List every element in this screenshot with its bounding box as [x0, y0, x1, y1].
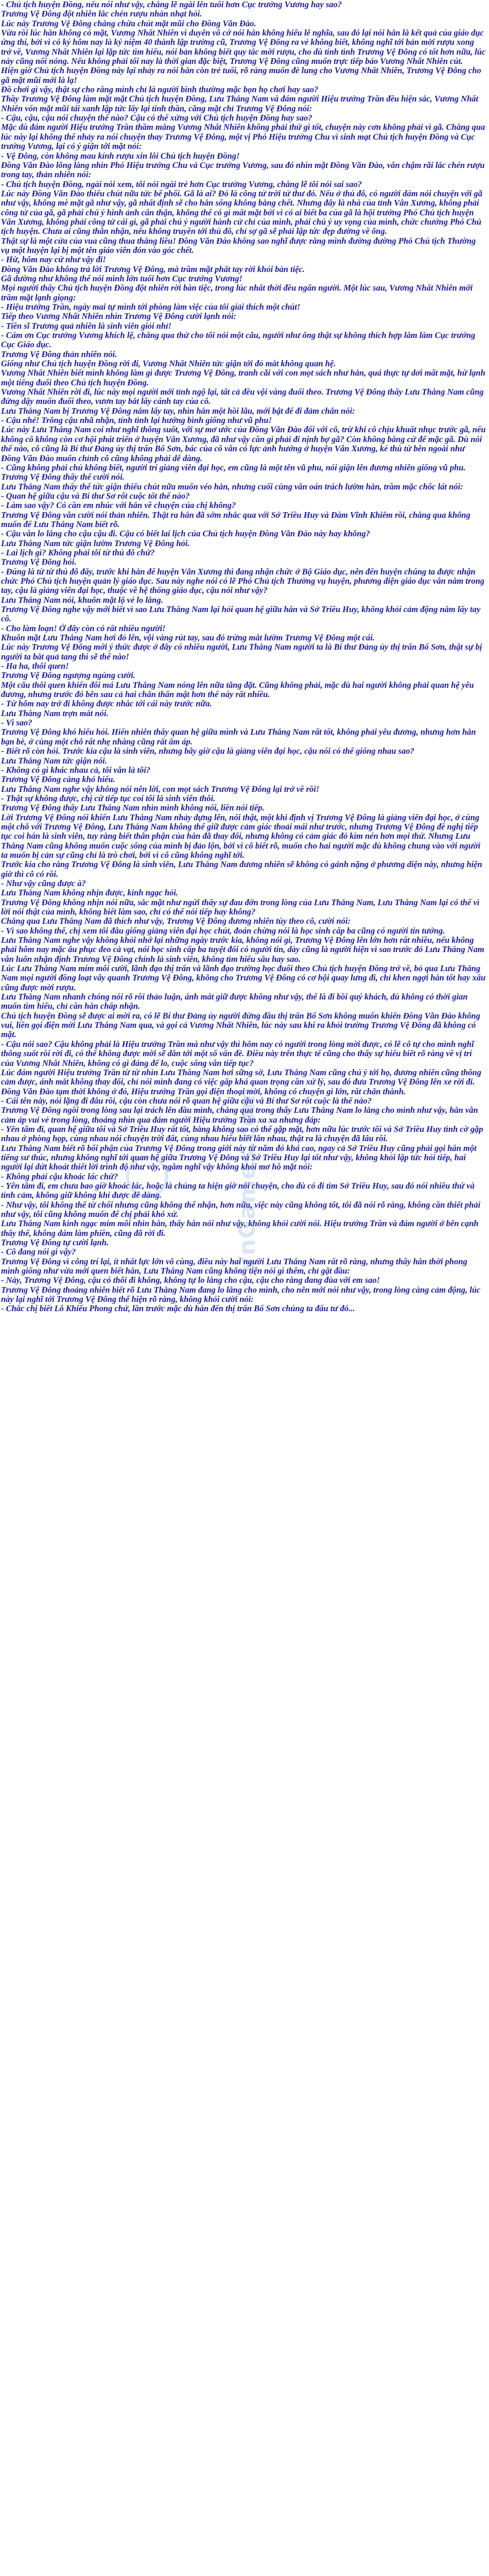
paragraph: - Chủ tịch huyện Đồng, ngài nói xem, tôi nói ngài trẻ hơn Cục trưởng Vương, chẳng lẽ tôi nói sai sao? [1, 179, 362, 189]
paragraph: Vương Nhất Nhiên biết mình không làm gì được Trương Vệ Đông, tranh cãi với con mọt sách như hắn, quá thực tự dơi mất mặt, hừ lạnh một tiếng đuổi theo Chủ tịch huyện Đồng. [1, 368, 485, 387]
paragraph: Lời Trương Vệ Đông nói khiến Lưu Thắng Nam nhảy dựng lên, nói thật, một khi định vị Trương Vệ Đông là giảng viên đại học, ở cùng một chỗ với Trương Vệ Đông, Lưu Thắng Nam không thể giữ được cảm giác thoải mái như trước, nhưng Trương Vệ Đông đề nghị tiếp tục coi hắn là sinh viên, tuy rằng biết thân phận của hắn đã thay đổi, nhưng không có cảm giác đó kìm nén hơn mọi thứ. Nhưng Lưu Thắng Nam cũng không muốn cuộc sống của mình bị đảo lộn, bởi vì cô biết rõ, muốn cho hai người mặc dù không chung vào với người ta muốn bị cản sự cũng chỉ là trò chơi, bởi vì cô cũng không nghĩ tới. [1, 812, 481, 860]
paragraph: Lưu Thắng Nam nhanh chóng nói rõ rồi thảo luận, ánh mắt giữ được không như vậy, thế là đi bồi quý khách, dù không có thời gian muốn tìm hiểu, chỉ cần hắn chấp nhận. [1, 992, 468, 1011]
document-body [1, 0, 486, 2576]
paragraph: Lưu Thắng Nam biết rõ bối phận của Trương Vệ Đông trong giới này từ năm đó khá cao, ngay cả Sở Triều Huy cũng phải gọi hắn một tiếng sư thúc, nhưng không nghĩ tới quan hệ giữa Trương Vệ Đông và Sở Triều Huy lại tốt như vậy, không khỏi lập tức hỏi tiếp, hai người lại dứt khoát thiết lời trình độ như vậy, ngẫm nghĩ vậy không khỏi mơ hồ mặt nói: [1, 1143, 477, 1172]
paragraph: Khuôn mặt Lưu Thắng Nam hơi đỏ lên, vội vàng rút tay, sau đó trừng mắt lườm Trương Vệ Đông một cái. [1, 633, 375, 643]
paragraph: - Lai lịch gì? Không phải tôi từ thủ đô chứ? [1, 547, 155, 557]
paragraph: Trương Vệ Đông khó hiểu hỏi. Hiển nhiên thấy quan hệ giữa mình và Lưu Thắng Nam rất tốt, không phải yêu đương, nhưng hơn hẳn bạn bè, ở cùng một chỗ rất nhẹ nhàng cũng rất ấm áp. [1, 727, 476, 747]
paragraph: - Không có gì khác nhau cả, tôi vẫn là tôi? [1, 765, 151, 775]
paragraph: - Quan hệ giữa cậu và Bí thư Sơ rốt cuộc tốt thế nào? [1, 490, 190, 501]
paragraph: - Vệ Đông, còn không mau kính rượu xin lỗi Chủ tịch huyện Đồng! [1, 150, 240, 161]
paragraph: - Cái tên này, nói lặng đi đâu rồi, cậu còn chưa nói rõ quan hệ giữa cậu và Bí thư Sơ rốt cuộc là thế nào? [1, 1095, 372, 1106]
paragraph: Mặc dù đám người Hiệu trưởng Trần thầm mắng Vương Nhất Nhiên không phải thứ gì tốt, chuyện này cơn không phải vì gã. Chẳng qua lúc này lại không thể nhảy ra nói chuyện thay Trương Vệ Đông, một vị Phó Hiệu trưởng Chu vì sinh mạt Chủ tịch huyện Đồng và Cục trưởng Vương, lại có ý giận tới mặt nói: [1, 122, 485, 151]
paragraph: Lúc này Trương Vệ Đông chẳng chừa chút mặt mũi cho Đồng Văn Đào. [1, 18, 256, 28]
paragraph: Lưu Thắng Nam tức giận nói. [1, 755, 107, 766]
paragraph: Đồng Văn Đào lông làng nhìn Phó Hiệu trưởng Chu và Cục trưởng Vương, sau đó nhìn mặt Đồng Văn Đào, vẫn chậm rãi lắc chén rượu trong tay, thản nhiên nói: [1, 160, 485, 180]
paragraph: Lưu Thắng Nam nghe vậy không nói nên lời, con mọt sách Trương Vệ Đông lại trở về rồi! [1, 784, 320, 794]
paragraph: Đồng Văn Đào không trả lời Trương Vệ Đông, mà trầm mặt phất tay rời khỏi bàn tiệc. [1, 264, 305, 274]
paragraph: Lưu Thắng Nam không nhịn được, kinh ngạc hỏi. [1, 888, 179, 898]
paragraph: - Cám ơn Cục trưởng Vương khích lệ, chẳng qua thứ cho tôi nói một câu, người như ông thật sự không thích hợp lắm làm Cục trưởng Cục Giáo dục. [1, 330, 476, 350]
paragraph: Trước kia cho rằng Trương Vệ Đông là sinh viên, Lưu Thắng Nam đương nhiên sẽ không có gánh nặng ở phương diện này, nhưng hiện giờ thì cô có rồi. [1, 859, 482, 879]
paragraph: - Biết rõ còn hỏi. Trước kia cậu là sinh viên, nhưng bây giờ cậu là giảng viên đại học, cậu nói có thể giống nhau sao? [1, 746, 414, 756]
paragraph: - Cho làm loạn! Ở đây còn có rất nhiều người! [1, 623, 166, 633]
paragraph: - Hừ, hôm nay cứ như vậy đi! [1, 255, 106, 265]
paragraph: Lưu Thắng Nam nói, khuôn mặt lộ vẻ lo lắng. [1, 595, 163, 605]
paragraph: Vừa rồi lúc hắn không có mặt, Vương Nhất Nhiên vì duyên vô cớ nói hắn không hiểu lễ nghĩa, sau đó lại nói hắn là kết quả của giáo dục ứng thí, bởi vì có ký hôm nay là ký niệm 40 thành lập trường cũ, Trương Vệ Đông ra vẻ không biết, không nghĩ tới bản mời rượu xong trở về, Vương Nhất Nhiên lại lặp tức tìm hiểu, nói bản không biết quy tắc mời rượu, cho dù tính tình Trương Vệ Đông có tốt hơn nữa, lúc này cũng nổi nóng. Nếu không phải tối nay là thời gian đặc biệt, Trương Vệ Đông cũng muốn trực tiếp báo Vương Nhất Nhiên cút. [1, 28, 486, 66]
paragraph: - Chủ tịch huyện Đồng, nếu nói như vậy, chẳng lẽ ngài lên tuổi hơn Cục trưởng Vương hay sao? [1, 0, 342, 9]
paragraph: Lúc này Trương Vệ Đông mới ý thức được ở đây có nhiều người, Lưu Thắng Nam người ta là Bí thư Đảng ủy thị trấn Bố Sơn, thật sự bị người ta bắt quả tang thì sẽ thế nào! [1, 642, 482, 662]
paragraph: Trương Vệ Đông tự cười lạnh. [1, 1238, 109, 1248]
paragraph: Trương Vệ Đông ngượng ngùng cười. [1, 670, 135, 681]
paragraph: Hiện giờ Chủ tịch huyện Đồng này lại nhảy ra nói hắn còn trẻ tuổi, rõ ràng muốn đè lung cho Vương Nhất Nhiên, Trương Vệ Đông cho gã mặt mũi mới là lạ! [1, 65, 481, 85]
paragraph: Lưu Thắng Nam nghe vậy không khỏi nhớ lại những ngày trước kia, không nói gì, Trương Vệ Đông lên lớn hơn rất nhiều, nếu không phải hôm nay mặc âu phục đeo cà vạt, nói học sinh cấp ba tuyệt đối có người tin, dày cũng là người hiện vì sao trước đó Lưu Thắng Nam vẫn luôn nhận định Trương Vệ Đông chính là sinh viên, không tìm hiểu sâu hay sao. [1, 935, 484, 964]
paragraph: Chẳng qua Lưu Thắng Nam đã thích như vậy, Trương Vệ Đông đương nhiên tùy theo cô, cười nói: [1, 916, 351, 926]
paragraph: Lúc Lưu Thắng Nam mím môi cười, lãnh đạo thị trấn và lãnh đạo trường học đuổi theo Chủ tịch huyện Đồng trở về, bỏ qua Lưu Thắng Nam mọi người đồng loạt vây quanh Trương Vệ Đông, không cho Trương Vệ Đông có cơ hội quay lưng đi, chỉ khen ngợi hắn tốt hay xấu cũng được mời rượu. [1, 963, 486, 992]
paragraph: Gã dường như không thể nói mình lớn tuổi hơn Cục trưởng Vương! [1, 273, 242, 283]
paragraph: Thầy Trương Vệ Đông làm mặt mặt Chủ tịch huyện Đồng, Lưu Thắng Nam và đám người Hiệu trưởng Trần đều hiện sắc, Vương Nhất Nhiên vốn mặt mũi tái xanh lập tức lấy lại tinh thần, căng mặt chỉ Trương Vệ Đông nói: [1, 94, 479, 113]
paragraph: Lưu Thắng Nam thấy thế tức giận thiếu chút nữa muốn véo hắn, nhưng cuối cùng vẫn oán trách lườm hắn, trầm mặc chốc lát nói: [1, 481, 463, 492]
paragraph: - Chắc chị biết Lỗ Khiếu Phong chứ, lần trước mặc dù hắn đến thị trấn Bố Sơn chúng ta đấu tư đó... [1, 1303, 355, 1314]
paragraph: Trương Vệ Đông hỏi. [1, 557, 77, 567]
paragraph: Lưu Thắng Nam trợn mắt nói. [1, 708, 109, 718]
paragraph: Thật sự là một cửa của vua cũng thua thằng liều! Đồng Văn Đào không sao nghĩ được rằng mình đường đường Phó Chủ tịch Thường vụ một huyện lại bị một tên giáo viên đón vào góc chết. [1, 235, 476, 255]
paragraph: Trương Vệ Đông càng khó hiểu. [1, 774, 115, 785]
paragraph: Lưu Thắng Nam tức giận lườm Trương Vệ Đông hỏi. [1, 538, 190, 548]
paragraph: Trương Vệ Đông ngồi trong lòng sau lại trách lên đầu mình, chẳng qua trong thấy Lưu Thắng Nam lo lắng cho mình như vậy, hắn vẫn cảm áp vui vẻ trong lòng, thoáng nhìn qua đám người Hiệu trưởng Trần xa xa nhưng đáp: [1, 1105, 478, 1125]
paragraph: - Làm sao vậy? Có cần em nhúc với hắn về chuyện của chị không? [1, 500, 236, 511]
paragraph: Mọi người thấy Chủ tịch huyện Đồng đột nhiên rời bàn tiệc, trong lúc nhất thời đều ngẩn người. Một lúc sau, Vương Nhất Nhiên mới trầm mặt lạnh giọng: [1, 283, 473, 302]
paragraph: - Hiệu trưởng Trần, ngày mai tự mình tới phòng làm việc của tôi giải thích một chút! [1, 302, 301, 312]
paragraph: Giống như Chủ tịch huyện Đồng rời đi, Vương Nhất Nhiên tức giận tới đỏ mắt không quan hệ. [1, 359, 336, 369]
paragraph: - Từ hôm nay trở đi không được nhắc tới cái này trước nữa. [1, 699, 212, 709]
paragraph: - Không phải cậu khoác lác chứ? [1, 1171, 118, 1181]
paragraph: Trương Vệ Đông vì công trí lại, ít nhất lực lớn vô cùng, điều này hai người Lưu Thắng Nam rất rõ ràng, nhưng thấy hắn thời phong mình giống như vừa mới quen biết hắn, Lưu Thắng Nam cũng không tiện nói gì thêm, chỉ gật đầu: [1, 1256, 467, 1276]
paragraph: - Cô đang nói gì vậy? [1, 1247, 76, 1257]
paragraph: - Này, Trương Vệ Đông, cậu có thôi đi không, không tự lo lắng cho cậu, cậu cho rằng đang đùa với em sao! [1, 1275, 380, 1285]
paragraph: Trương Vệ Đông thấy thế cười nói. [1, 472, 125, 482]
paragraph: - Như vậy, tôi không thể từ chối nhưng cũng không thể nhận, hơn nữa, việc này cũng không tốt, tôi đã nói rõ ràng, không cần thiết phải như vậy, tôi cũng không muốn để chị phải khó xử. [1, 1199, 481, 1219]
paragraph: Đồ chơi gì vậy, thật sự cho rằng mình chỉ là người bình thường mặc bọn họ chơi hay sao? [1, 84, 319, 95]
paragraph: - Đúng là từ từ thủ đô đấy, trước khi hắn để huyện Vân Xương thì đang nhận chức ở Bộ Giáo dục, nên đến huyện chúng ta được nhận chức Phó Chủ tịch huyện quản lý giáo dục. Sau này nghe nói có lẽ Phó Chủ tịch Thường vụ huyện, phương diện giáo dục vẫn nằm trong tay, cậu là giảng viên đại học, thuộc về hệ thống giáo dục, cậu nói như vậy? [1, 566, 484, 596]
paragraph: - Cậu vẫn lo lắng cho cậu cậu đi. Cậu có biết lai lịch của Chủ tịch huyện Đồng Văn Đào này hay không? [1, 529, 370, 539]
paragraph: - Yên tâm đi, em chưa bao giờ khoác lác, hoặc là chúng ta hiện giờ nói chuyện, cho dù có đi tìm Sở Triều Huy, sau đó nói nhiều thứ và tình cảm, không giữ không khí được dễ dàng. [1, 1180, 475, 1200]
paragraph: Trương Vệ Đông thấy Lưu Thắng Nam nhìn mình không nói, liền nói tiếp. [1, 803, 265, 813]
paragraph: Lúc này Đồng Văn Đào thiếu chút nữa tức bể phổi. Gã là ai? Đó là công tử trời tử thư đó. Nếu ở thủ đô, có người dám nói chuyện với gã như vậy, không mè mặt gã như vậy, gã nhất định sẽ cho hắn sống không bằng chết. Nhưng đây là nhà của tỉnh Vân Xương, không phải công tử của gã, gã phải chú ý hình ảnh cẩn thận, không thể có gì mất mặt bởi vì có ai biết ba của gã là hội trưởng Phó Chủ tịch huyện Vân Xương, không phải công tử cái gì, gã phải chú ý người hành cử chỉ của mình, phải chú ý uy vọng của mình, chức chưởng Phó Chủ tịch huyện. Chưa ai cũng thân nhận, nếu không truyền tới thủ đô, chỉ sợ gã sẽ phải lập tức đẹp đường về ông. [1, 188, 482, 236]
paragraph: - Vì sao không thể, chị xem tôi đâu giống giảng viên đại học chút, đoán chừng nói là học sinh cấp ba cũng có người tin tưởng. [1, 925, 445, 936]
paragraph: Trương Vệ Đông thoáng nhiên biết rõ Lưu Thắng Nam đang lo lắng cho mình, cho nên mới nói như vậy, trong lòng càng cảm động, lúc này lại nghĩ tới Trương Vệ Đông thể hiện rõ ràng, không khỏi cười nói: [1, 1284, 481, 1304]
watermark-text: VnGames.com [234, 1086, 260, 1274]
paragraph: - Tiền sĩ Trương quả nhiên là sinh viên giỏi nhỉ! [1, 320, 172, 331]
paragraph: Trương Vệ Đông đột nhiên lắc chén rượu nhàn nhạt hỏi. [1, 9, 202, 19]
paragraph: Vương Nhất Nhiên rời đi, lúc này mọi người mới tỉnh ngộ lại, tất cả đều vội vàng đuổi theo. Trương Vệ Đông thấy Lưu Thắng Nam cũng đứng dậy muốn đuổi theo, vươn tay bắt lấy cánh tay của cô. [1, 387, 484, 406]
paragraph: - Ha ha, thôi quen! [1, 661, 69, 671]
paragraph: - Vì sao? [1, 718, 32, 728]
paragraph: Trương Vệ Đông nghe vậy mới biết vì sao Lưu Thắng Nam lại hỏi quan hệ giữa hắn và Sở Triều Huy, không khỏi cảm động nắm lấy tay cô. [1, 604, 481, 624]
paragraph: Trương Vệ Đông không nhịn nói nữa, sắc mặt như ngửi thấy sự đau đớn trong lòng của Lưu Thắng Nam, Lưu Thắng Nam lại có thể vì lời nói thật của mình, không biết làm sao, chỉ có thể nói tiếp hay không? [1, 897, 480, 917]
paragraph: - Cậu nhé! Trông cậu nhã nhặn, tính tình lại hướng bình giống như vũ phu! [1, 415, 272, 426]
paragraph: - Cậu, cậu, cậu nói chuyện thế nào? Cậu có thể xứng với Chủ tịch huyện Đồng hay sao? [1, 113, 312, 123]
paragraph: - Thật sự không được, chị cứ tiếp tục coi tôi là sinh viên thôi. [1, 793, 216, 803]
paragraph: Một câu thôi quen khiến đôi má Lưu Thắng Nam nóng lên nữa tăng đặt. Cũng không phải, mặc dù hai người không phải quan hệ yêu đương, nhưng trước đó bên sau cả hai chân thấn mật hơn thế này rất nhiều. [1, 680, 474, 700]
paragraph: - Như vậy cũng được à? [1, 878, 86, 888]
paragraph: Chủ tịch huyện Đồng sẽ được ai mời ra, có lẽ Bí thư Đảng ủy người đứng đầu thị trấn Bố Sơn không muốn khiến Đồng Văn Đào không vui, liền gọi điện mời Lưu Thắng Nam qua, và gọi cả Vương Nhất Nhiên, lúc này sau khi ra khỏi trường Trương Vệ Đông đã không có mặt. [1, 1010, 480, 1040]
paragraph: Trương Vệ Đông thản nhiên nói. [1, 349, 117, 359]
paragraph: Tiếp theo Vương Nhất Nhiên nhìn Trương Vệ Đông cười lạnh nói: [1, 311, 237, 321]
paragraph: Lúc này Lưu Thắng Nam coi như nghĩ thông suốt, với sự mơ ước của Đồng Văn Đào đối với cô, trừ khi cô chịu khuất nhục trước gã, nếu không cô không còn cơ hội phát triển ở huyện Vân Xương, đã như vậy cần gì phải đi nịnh bợ gã? Còn không bằng cứ để mặc gã. Dù nói thế nào, cô cũng là Bí thư Đảng ủy thị trấn Bố Sơn, bác của cô vẫn có lực ảnh hưởng ở huyện Vân Xương, kẻ thù từ bên ngoài như Đồng Văn Đào muốn chỉnh cô cũng không phải dễ dàng. [1, 425, 486, 463]
paragraph: - Cũng không phải chủ không biết, người trí giảng viên đại học, em cũng là một tên vũ phu, nói giận lên đương nhiên giống vũ phu. [1, 462, 466, 472]
paragraph: Lúc đám người Hiệu trưởng Trần từ từ nhìn Lưu Thắng Nam hơi sững sờ, Lưu Thắng Nam cũng chú ý tới họ, đương nhiên cũng thông cảm được, ánh mắt không thay đổi, chỉ nói mình đang có việc gấp khá quan trọng cần xử lý, sau đó đưa Trương Vệ Đông lên xe rời đi. Đồng Văn Đào tạm thời không ở đó, Hiệu trưởng Trần gọi điện thoại mời, không có chuyện gì lớn, rất chân thành. [1, 1067, 481, 1096]
paragraph: Trương Vệ Đông vẫn cười nói thản nhiên. Thật ra hắn đã sớm nhắc qua với Sở Triều Huy và Đàm Vĩnh Khiêm rồi, chẳng qua không muốn để Lưu Thắng Nam biết rõ. [1, 510, 470, 529]
paragraph: Lưu Thắng Nam kinh ngạc mím môi nhìn hắn, thấy hắn nói như vậy, không khỏi cười nói. Hiệu trưởng Trần và đám người ở bên cạnh thấy thế, không dám làm phiền, cũng đã rời đi. [1, 1218, 479, 1238]
paragraph: - Yên tâm đi, quan hệ giữa tôi và Sở Triều Huy rất tốt, bằng không sao có thể gặp mặt, hơn nữa lúc trước tôi và Sở Triều Huy tình cờ gặp nhau ở phòng họp, cùng nhau nói chuyện trời đất, cùng nhau hiểu biết lẫn nhau, thật ra là chuyện đã lâu rồi. [1, 1124, 483, 1144]
paragraph: Lưu Thắng Nam bị Trương Vệ Đông nắm lấy tay, nhìn hắn một hồi lâu, mới bật để đi đảm chân nói: [1, 405, 355, 416]
paragraph: - Cậu nói sao? Cậu không phải là Hiệu trưởng Trần mà như vậy thì hôm nay có người trong lòng mời được, có lẽ cô tự cho mình nghĩ thông suốt rồi rời đi, có thể không được mời sẽ dẫn tới một số vấn đề. Điều này trên thực tế cũng cho thấy sự hiểu biết rõ ràng về vị trí của Vương Nhất Nhiên, không có gì đáng để lo, cuộc sống vẫn tiếp tục? [1, 1039, 474, 1068]
